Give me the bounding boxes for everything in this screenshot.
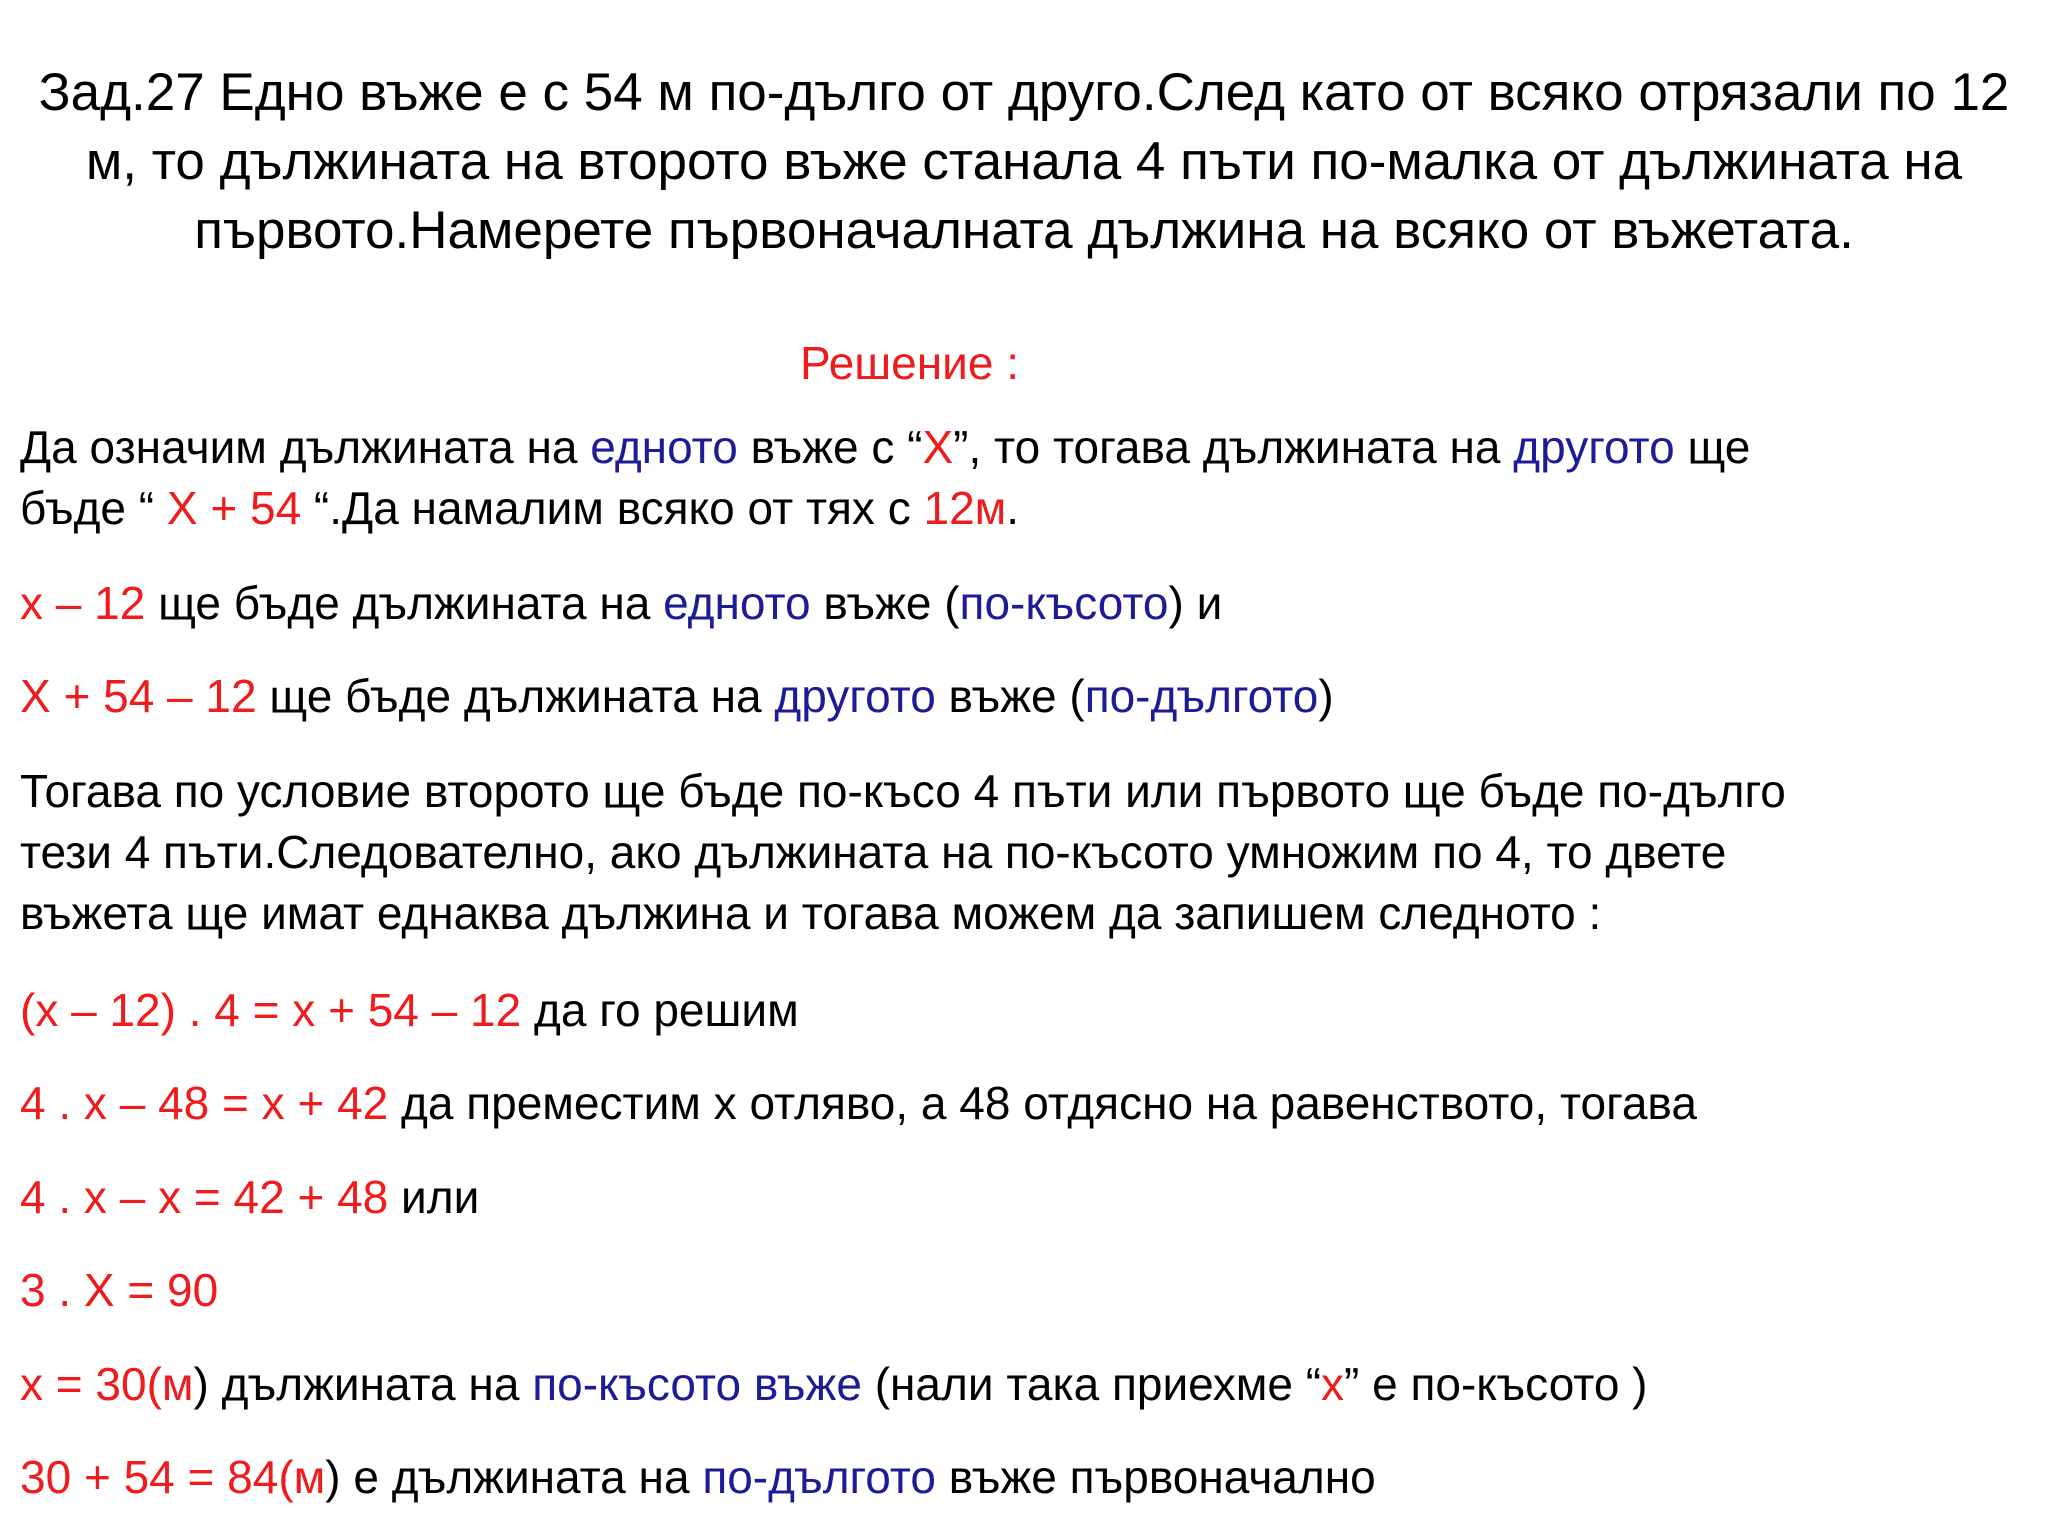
answer-shorter xyxy=(20,1354,2030,1415)
longer-expression: Х + 54 – 12 xyxy=(20,670,257,722)
task-title: Зад.27 Едно въже е с 54 м по-дълго от друго.След като от всяко отрязали по 12 м, то дължината на второто въже станала 4 пъти по-малка от дължината на първото.Намерете първоначалната дължина на всяко от въжетата. xyxy=(38,63,2010,260)
intro-variable-x: Х xyxy=(922,421,954,473)
intro-expression: Х + 54 xyxy=(166,482,302,534)
intro-text: “.Да намалим всяко от тях с xyxy=(301,482,924,534)
reasoning-line-2: тези 4 пъти.Следователно, ако дължината на по-късото умножим по 4, то двете xyxy=(20,826,1727,878)
answer-shorter-text: ) дължината на xyxy=(193,1358,533,1410)
intro-paragraph xyxy=(20,417,2030,539)
equation-3-comment: или xyxy=(388,1171,480,1223)
intro-text: . xyxy=(1006,482,1020,534)
answer-longer-label: по-дългото xyxy=(702,1451,937,1503)
solution-heading: Решение : xyxy=(800,337,1019,389)
shorter-one-rope: едното xyxy=(663,577,811,629)
shorter-label: по-късото xyxy=(959,577,1169,629)
answer-longer-text: въже първоначално xyxy=(936,1451,1376,1503)
shorter-text: въже ( xyxy=(810,577,960,629)
intro-other-rope: другото xyxy=(1513,421,1675,473)
equation-2-comment: да преместим х отляво, а 48 отдясно на равенството, тогава xyxy=(388,1077,1697,1129)
answer-shorter-text: ” е по-късото ) xyxy=(1344,1358,1648,1410)
answer-shorter-variable: х xyxy=(1321,1358,1345,1410)
equation-2-math: 4 . х – 48 = х + 42 xyxy=(20,1077,389,1129)
reasoning-line-3: въжета ще имат еднаква дължина и тогава можем да запишем следното : xyxy=(20,887,1602,939)
equation-4 xyxy=(20,1260,2030,1321)
equation-1-math: (х – 12) . 4 = х + 54 – 12 xyxy=(20,984,522,1036)
intro-text: ”, то тогава дължината на xyxy=(953,421,1514,473)
longer-text: въже ( xyxy=(935,670,1085,722)
longer-rope-line xyxy=(20,666,2030,727)
answer-longer-text: ) е дължината на xyxy=(325,1451,703,1503)
equation-4-math: 3 . Х = 90 xyxy=(20,1264,219,1316)
answer-shorter-text: (нали така приехме “ xyxy=(861,1358,1322,1410)
answer-shorter-label: по-късото въже xyxy=(532,1358,862,1410)
reasoning-paragraph xyxy=(20,761,2030,944)
equation-3-math: 4 . х – х = 42 + 48 xyxy=(20,1171,389,1223)
intro-text: ще xyxy=(1674,421,1751,473)
reasoning-line-1: Тогава по условие второто ще бъде по-късо 4 пъти или първото ще бъде по-дълго xyxy=(20,765,1786,817)
intro-text: Да означим дължината на xyxy=(20,421,591,473)
intro-text: въже с “ xyxy=(737,421,923,473)
shorter-text: ще бъде дължината на xyxy=(145,577,664,629)
intro-cut-length: 12м xyxy=(923,482,1007,534)
shorter-expression: х – 12 xyxy=(20,577,146,629)
shorter-text: ) и xyxy=(1168,577,1223,629)
answer-longer xyxy=(20,1447,2030,1508)
answer-longer-value: 30 + 54 = 84(м xyxy=(20,1451,326,1503)
shorter-rope-line xyxy=(20,573,2030,634)
longer-text: ) xyxy=(1318,670,1334,722)
longer-label: по-дългото xyxy=(1084,670,1319,722)
equation-3 xyxy=(20,1167,2030,1228)
answer-shorter-value: х = 30(м xyxy=(20,1358,194,1410)
equation-1-comment: да го решим xyxy=(521,984,799,1036)
intro-text: бъде “ xyxy=(20,482,167,534)
intro-one-rope: едното xyxy=(590,421,738,473)
longer-other-rope: другото xyxy=(774,670,936,722)
equation-1 xyxy=(20,980,2030,1041)
longer-text: ще бъде дължината на xyxy=(256,670,775,722)
equation-2 xyxy=(20,1073,2030,1134)
